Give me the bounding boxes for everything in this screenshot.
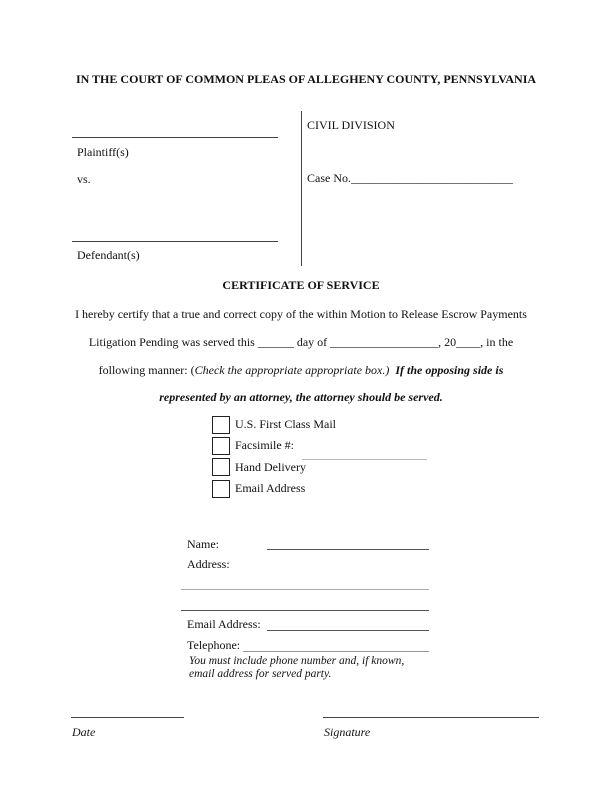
- telephone-field[interactable]: [243, 651, 429, 652]
- line3-plain: following manner: (: [98, 363, 195, 377]
- email-label: Email Address:: [187, 617, 261, 631]
- contact-note-line-2: email address for served party.: [189, 668, 332, 680]
- certificate-line-3: [0, 363, 602, 378]
- checkbox-facsimile[interactable]: [212, 437, 230, 455]
- email-address-label: Email Address: [235, 481, 306, 495]
- first-class-mail-label: U.S. First Class Mail: [235, 417, 337, 431]
- defendant-label: Defendant(s): [77, 248, 140, 262]
- court-heading: IN THE COURT OF COMMON PLEAS OF ALLEGHENY COUNTY, PENNSYLVANIA: [75, 72, 537, 86]
- caption-divider: [301, 111, 302, 266]
- hand-delivery-label: Hand Delivery: [235, 460, 306, 474]
- line3-italic: Check the appropriate appropriate box.): [194, 363, 390, 377]
- signature-label: Signature: [324, 725, 371, 739]
- versus-label: vs.: [77, 172, 91, 186]
- case-number-label: Case No.: [307, 171, 351, 185]
- plaintiff-label: Plaintiff(s): [77, 145, 129, 159]
- case-number-blank[interactable]: ___________________________: [351, 171, 513, 185]
- line3-bold: If the opposing side is: [395, 363, 504, 377]
- checkbox-first-class-mail[interactable]: [212, 416, 230, 434]
- plaintiff-name-line[interactable]: [72, 137, 278, 138]
- name-field[interactable]: [267, 549, 429, 550]
- case-number-field[interactable]: [307, 171, 513, 186]
- date-line[interactable]: [71, 717, 184, 718]
- address-field-line-2[interactable]: [181, 610, 429, 611]
- facsimile-number-field[interactable]: [302, 459, 427, 460]
- defendant-name-line[interactable]: [72, 241, 278, 242]
- address-field-line-1[interactable]: [181, 589, 429, 590]
- name-label: Name:: [187, 537, 219, 551]
- telephone-label: Telephone:: [187, 638, 241, 652]
- certificate-line-4: represented by an attorney, the attorney should be served.: [159, 390, 443, 404]
- certificate-title: CERTIFICATE OF SERVICE: [222, 278, 380, 292]
- checkbox-email-address[interactable]: [212, 480, 230, 498]
- signature-line[interactable]: [323, 717, 539, 718]
- email-field[interactable]: [267, 630, 429, 631]
- checkbox-hand-delivery[interactable]: [212, 458, 230, 476]
- facsimile-label: Facsimile #:: [235, 438, 294, 452]
- contact-note-line-1: You must include phone number and, if known,: [189, 655, 405, 667]
- certificate-line-2: Litigation Pending was served this ______ day of __________________, 20____, in the: [88, 335, 514, 349]
- date-label: Date: [72, 725, 96, 739]
- address-label: Address:: [187, 557, 230, 571]
- certificate-line-1: I hereby certify that a true and correct copy of the within Motion to Release Escrow Payments: [75, 307, 527, 321]
- division-label: CIVIL DIVISION: [307, 118, 395, 132]
